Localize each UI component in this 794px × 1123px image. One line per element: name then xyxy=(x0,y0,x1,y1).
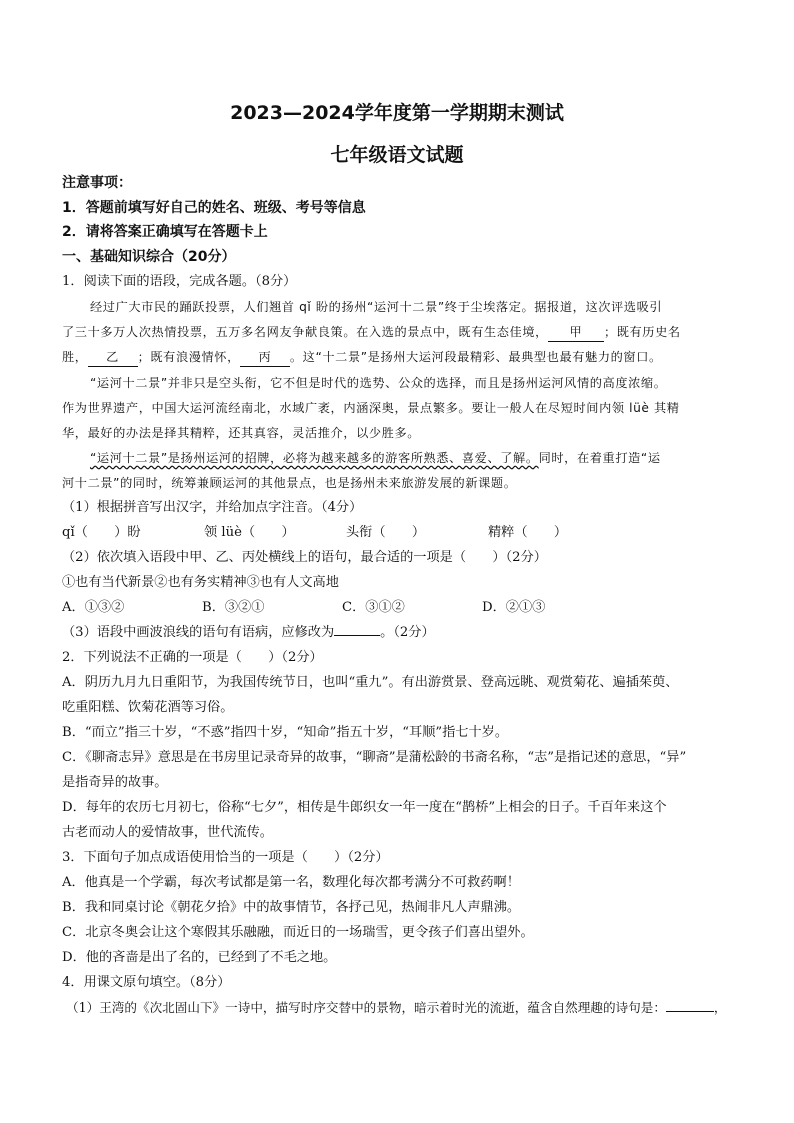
q1-sub1: （1）根据拼音写出汉字，并给加点字注音。（4分） xyxy=(62,500,363,515)
q2-option-c-line1: C．《聊斋志异》意思是在书房里记录奇异的故事，“聊斋”是蒲松龄的书斋名称，“志”是指记述的意思，“异” xyxy=(62,750,687,765)
q2-stem: 2．下列说法不正确的一项是（ ）（2分） xyxy=(62,650,323,665)
question-text: （1）王湾的《次北固山下》一诗中，描写时序交替中的景物，暗示着时光的流逝，蕴含自然理趣的诗句是： xyxy=(66,1000,666,1015)
passage-p3-line2: 河十二景”的同时，统筹兼顾运河的其他景点，也是扬州未来旅游发展的新课题。 xyxy=(62,476,517,490)
q2-option-d-line2: 古老而动人的爱情故事，世代流传。 xyxy=(62,825,273,840)
passage-text: 了三十多万人次热情投票，五万多名网友争献良策。在入选的景点中，既有生态佳境， xyxy=(62,325,548,339)
answer-blank xyxy=(334,635,380,636)
option-d: D．②①③ xyxy=(482,600,546,615)
passage-p3-line1 xyxy=(90,449,766,467)
q2-option-b: B．“而立”指三十岁，“不惑”指四十岁，“知命”指五十岁，“耳顺”指七十岁。 xyxy=(62,725,509,740)
q2-option-a-line1: A．阴历九月九日重阳节，为我国传统节日，也叫“重九”。有出游赏景、登高远眺、观赏菊花、遍插茱萸、 xyxy=(62,675,679,690)
q3-option-d: D．他的吝啬是出了名的，已经到了不毛之地。 xyxy=(62,950,337,965)
notice-item-1: 1．答题前填写好自己的姓名、班级、考号等信息 xyxy=(62,200,366,216)
passage-text: ；既有浪漫情怀， xyxy=(137,350,240,364)
q4-sub1 xyxy=(66,999,742,1017)
notice-item-2: 2．请将答案正确填写在答题卡上 xyxy=(62,224,268,240)
passage-p2-line3: 华，最好的办法是择其精粹，还其真容，灵活推介，以少胜多。 xyxy=(62,426,421,440)
passage-p1-line3 xyxy=(62,348,738,367)
pinyin-items xyxy=(62,524,738,542)
q2-option-d-line1: D．每年的农历七月初七，俗称“七夕”，相传是牛郎织女一年一度在“鹊桥”上相会的日子。千百年来这个 xyxy=(62,800,667,815)
q1-stem: 1．阅读下面的语段，完成各题。（8分） xyxy=(62,274,297,289)
pinyin-item: 头衔（ ） xyxy=(346,525,426,540)
pinyin-item: 精粹（ ） xyxy=(488,525,568,540)
passage-p1-line1: 经过广大市民的踊跃投票，人们翘首 qǐ 盼的扬州“运河十二景”终于尘埃落定。据报道，这次评选吸引 xyxy=(90,300,663,314)
wavy-underlined-sentence: “运河十二景”是扬州运河的招牌，必将为越来越多的游客所熟悉、喜爱、了解。 xyxy=(90,451,539,465)
passage-p1-line2 xyxy=(62,323,738,342)
exam-title: 2023—2024学年度第一学期期末测试 xyxy=(230,102,564,124)
q1-sub3 xyxy=(62,624,738,642)
section-heading: 一、基础知识综合（20分） xyxy=(62,249,236,265)
q1-sub2-choices: ①也有当代新景②也有务实精神③也有人文高地 xyxy=(62,575,339,590)
q3-stem: 3．下面句子加点成语使用恰当的一项是（ ）（2分） xyxy=(62,850,389,865)
q3-option-a: A．他真是一个学霸，每次考试都是第一名，数理化每次都考满分不可救药啊！ xyxy=(62,875,520,890)
q1-sub2-options xyxy=(62,599,738,617)
question-text: ， xyxy=(713,1000,727,1015)
passage-text: 。这“十二景”是扬州大运河段最精彩、最典型也最有魅力的窗口。 xyxy=(289,350,662,364)
passage-text: 同时，在着重打造“运 xyxy=(538,451,661,465)
passage-p2-line1: “运河十二景”并非只是空头衔，它不但是时代的选势、公众的选择，而且是扬州运河风情的高度浓缩。 xyxy=(90,376,667,390)
passage-text: 胜， xyxy=(62,350,88,364)
exam-subtitle: 七年级语文试题 xyxy=(330,144,464,166)
option-b: B．③②① xyxy=(202,600,265,615)
option-c: C．③①② xyxy=(342,600,405,615)
q3-option-b: B．我和同桌讨论《朝花夕拾》中的故事情节，各抒己见，热闹非凡人声鼎沸。 xyxy=(62,900,521,915)
q1-sub2: （2）依次填入语段中甲、乙、丙处横线上的语句，最合适的一项是（ ）（2分） xyxy=(62,550,547,565)
pinyin-item: qǐ（ ）盼 xyxy=(62,525,141,540)
blank-bing: 丙 xyxy=(240,348,290,367)
q2-option-c-line2: 是指奇异的故事。 xyxy=(62,775,168,790)
blank-jia: 甲 xyxy=(548,323,604,342)
q2-option-a-line2: 吃重阳糕、饮菊花酒等习俗。 xyxy=(62,700,234,715)
option-a: A．①③② xyxy=(62,600,125,615)
pinyin-item: 领 lüè（ ） xyxy=(204,525,295,540)
question-text: （3）语段中画波浪线的语句有语病，应修改为 xyxy=(62,625,335,640)
question-text: 。（2分） xyxy=(380,625,435,640)
q3-option-c: C．北京冬奥会让这个寒假其乐融融，而近日的一场瑞雪，更令孩子们喜出望外。 xyxy=(62,925,534,940)
notice-heading: 注意事项： xyxy=(62,175,132,191)
q4-stem: 4．用课文原句填空。（8分） xyxy=(62,975,231,990)
blank-yi: 乙 xyxy=(88,348,138,367)
passage-p2-line2: 作为世界遗产，中国大运河流经南北，水域广袤，内涵深奥，景点繁多。要让一般人在尽短时间内领 lüè 其精 xyxy=(62,401,680,415)
answer-blank xyxy=(666,1011,714,1012)
passage-text: ；既有历史名 xyxy=(603,325,681,339)
